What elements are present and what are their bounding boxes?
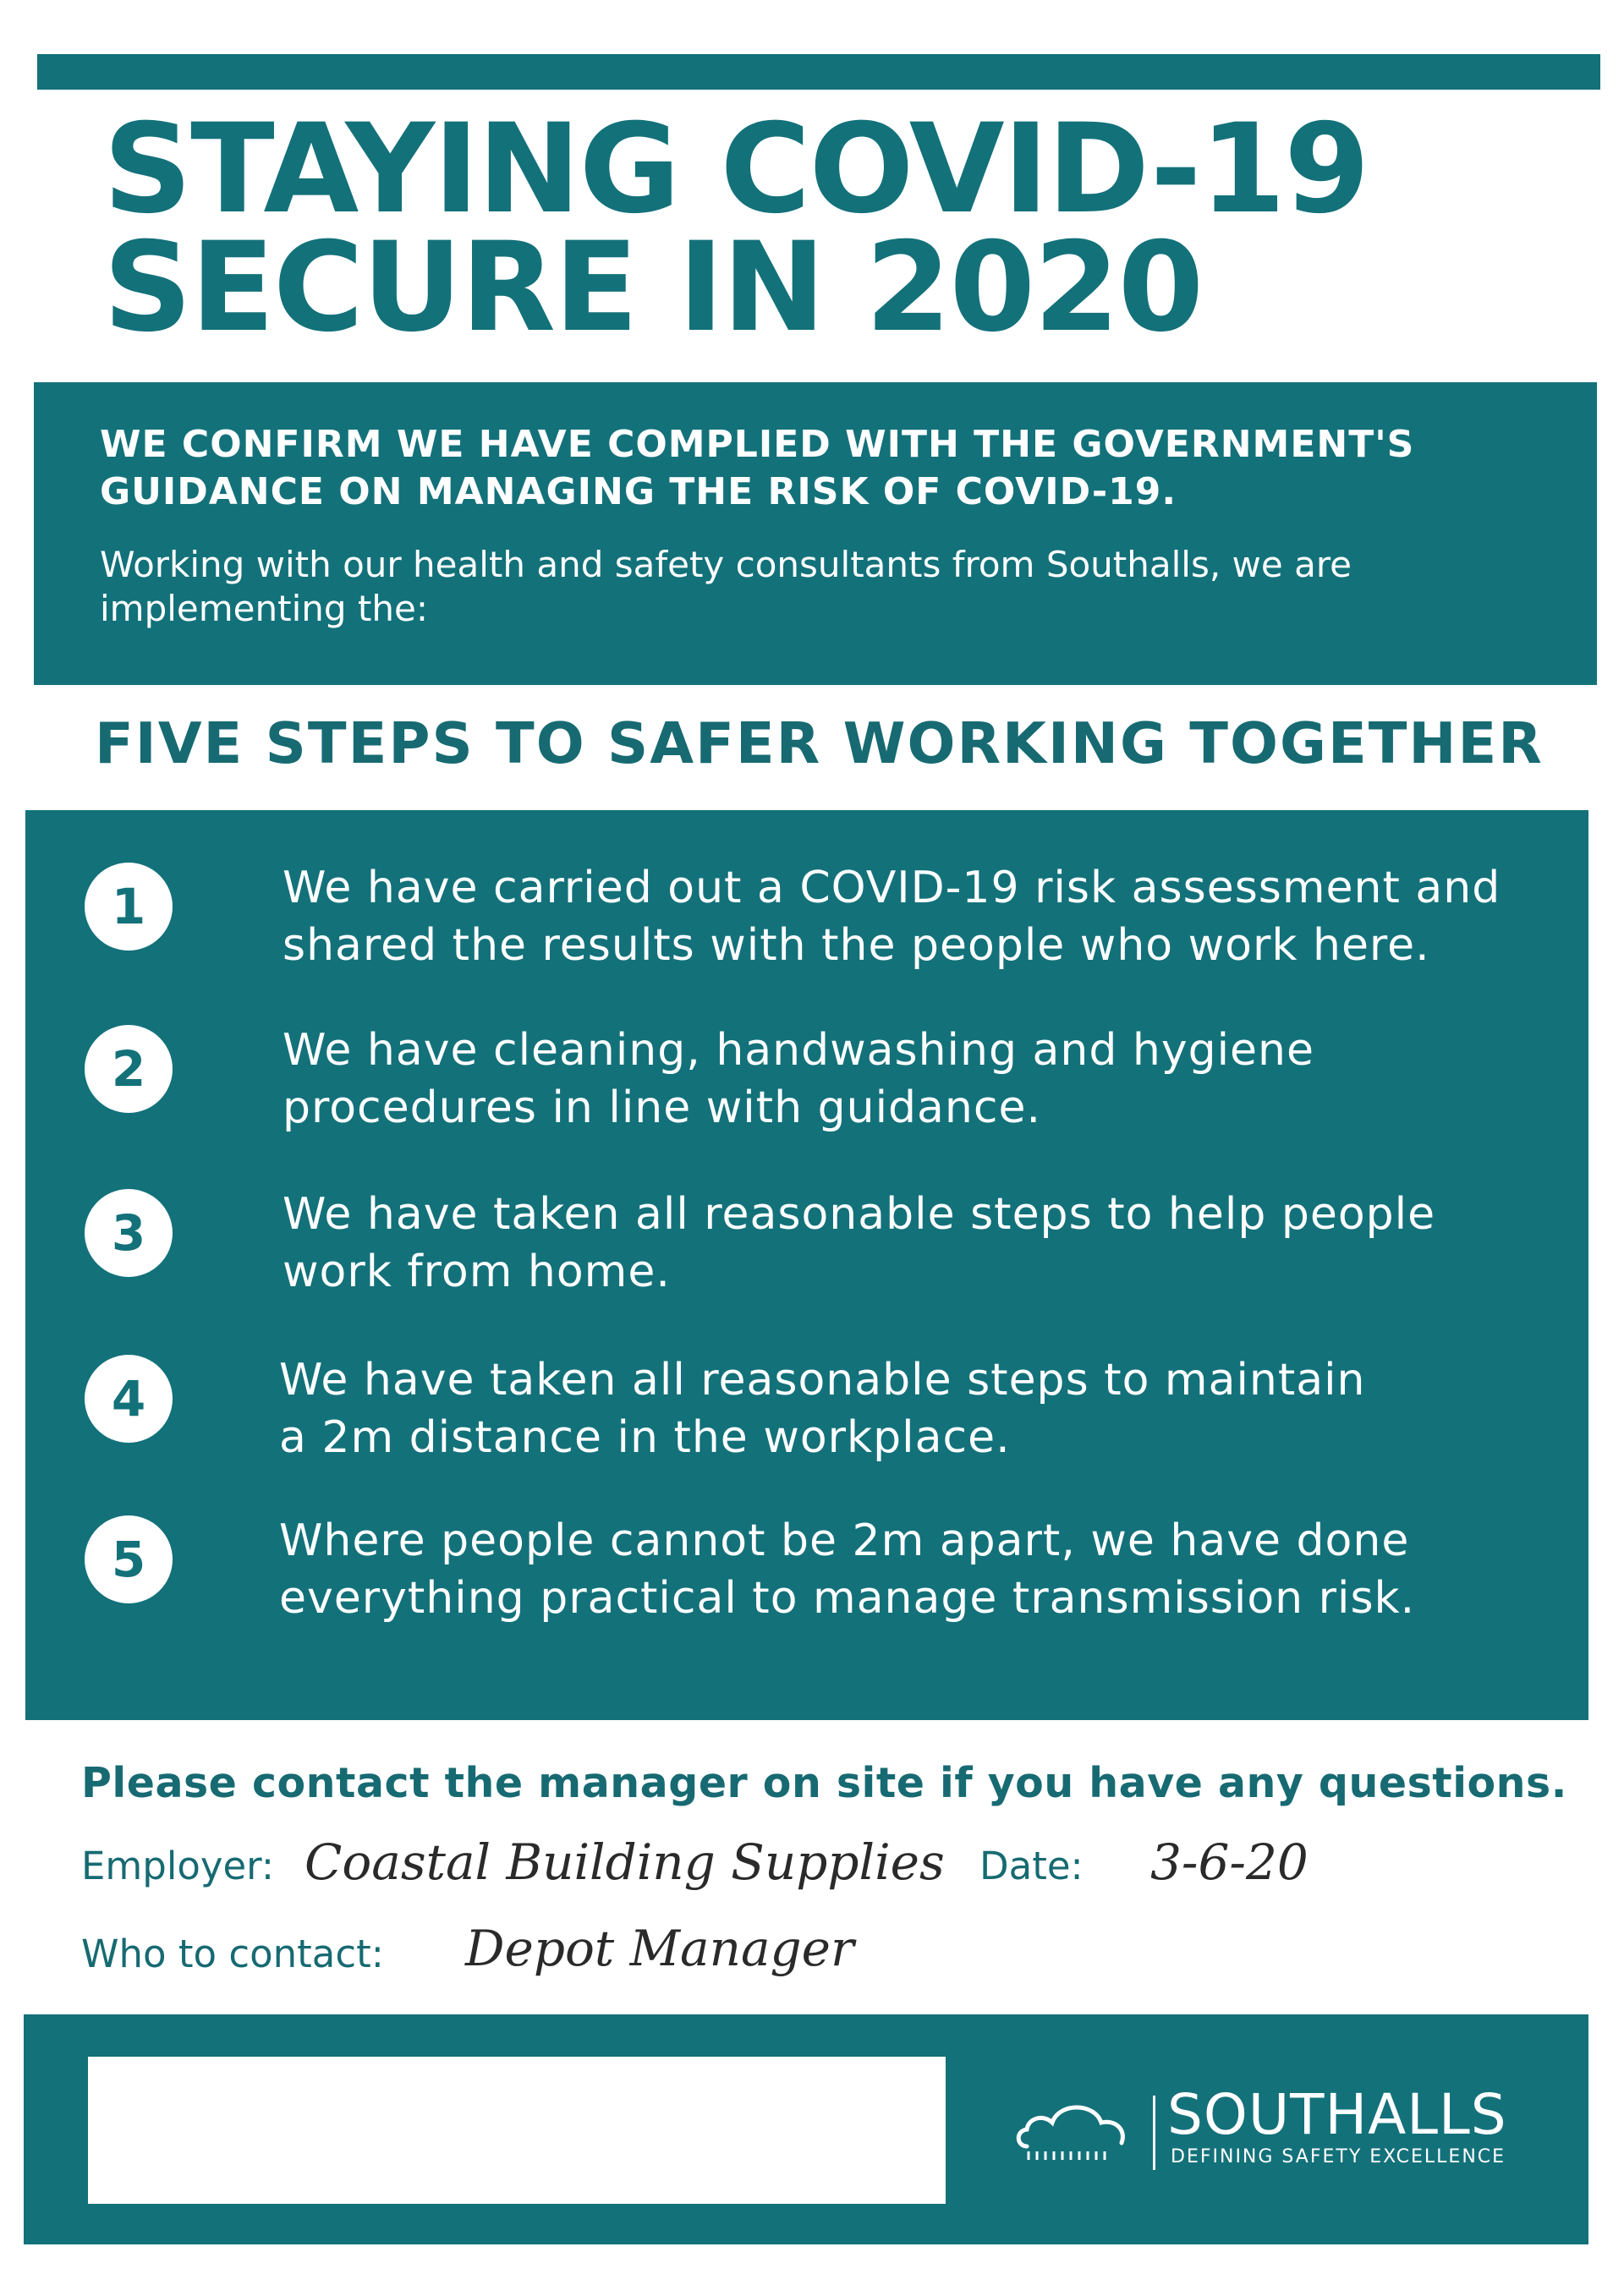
step-number-badge: 2 [85,1025,173,1113]
step-1 [85,859,1565,995]
company-logo-name: SOUTHALLS [1167,2082,1507,2147]
step-4 [85,1351,1565,1487]
title-line-2: SECURE IN 2020 [103,216,1203,359]
step-number-badge: 4 [85,1355,173,1443]
step-text: We have taken all reasonable steps to maintain a 2m distance in the workplace. [279,1355,1366,1463]
cloud-icon [1010,2096,1137,2167]
contact-prompt: Please contact the manager on site if you have any questions. [81,1759,1567,1807]
step-text: Where people cannot be 2m apart, we have done everything practical to manage transmission risk. [279,1515,1416,1624]
step-number-badge: 3 [85,1189,173,1277]
steps-heading: FIVE STEPS TO SAFER WORKING TOGETHER [95,710,1544,776]
blank-box [88,2057,946,2204]
top-bar [37,54,1600,90]
date-value: 3-6-20 [1150,1833,1309,1891]
step-3 [85,1186,1565,1321]
step-number-badge: 1 [85,863,173,951]
employer-label: Employer: [81,1844,275,1888]
company-tagline: DEFINING SAFETY EXCELLENCE [1171,2146,1506,2167]
step-5 [85,1512,1565,1647]
logo-divider [1153,2096,1155,2170]
step-text: We have carried out a COVID-19 risk assessment and shared the results with the people who work here. [283,863,1501,971]
title-line-1: STAYING COVID-19 [103,97,1369,241]
step-2 [85,1022,1565,1157]
step-text: We have taken all reasonable steps to help people work from home. [283,1189,1436,1297]
intro-panel [34,382,1597,685]
step-text: We have cleaning, handwashing and hygiene procedures in line with guidance. [283,1025,1314,1133]
confirmation-statement: WE CONFIRM WE HAVE COMPLIED WITH THE GOVERNMENT'S GUIDANCE ON MANAGING THE RISK OF COVID-19. [100,423,1415,513]
steps-panel [25,810,1588,1720]
contact-label: Who to contact: [81,1932,384,1976]
step-number-badge: 5 [85,1515,173,1603]
date-label: Date: [979,1844,1084,1888]
employer-value: Coastal Building Supplies [304,1833,945,1891]
contact-value: Depot Manager [465,1920,854,1977]
poster-title [103,97,1541,359]
footer-panel [24,2014,1588,2244]
working-statement: Working with our health and safety consultants from Southalls, we are implementing the: [100,544,1352,629]
